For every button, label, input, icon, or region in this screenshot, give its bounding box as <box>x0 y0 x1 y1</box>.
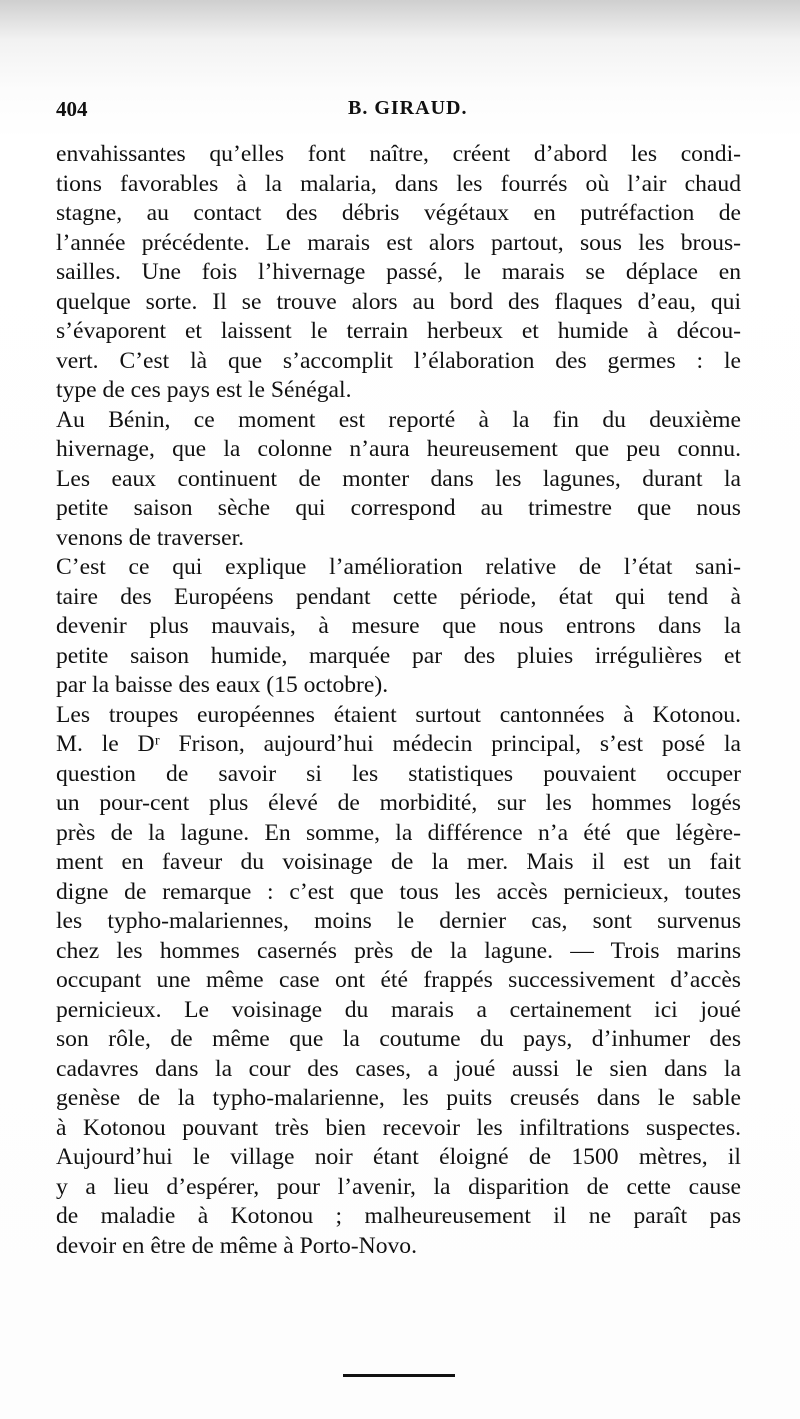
text-line: y a lieu d’espérer, pour l’avenir, la disparition de cette cause <box>56 1173 741 1200</box>
text-line: cadavres dans la cour des cases, a joué aussi le sien dans la <box>56 1055 741 1082</box>
text-line: Les troupes européennes étaient surtout cantonnées à Kotonou. <box>56 701 741 728</box>
text-line: type de ces pays est le Sénégal. <box>56 377 352 403</box>
text-line: devoir en être de même à Porto-Novo. <box>56 1232 417 1259</box>
text-line: pernicieux. Le voisinage du marais a certainement ici joué <box>56 996 741 1023</box>
page-number: 404 <box>56 97 88 121</box>
text-line: stagne, au contact des débris végétaux en putréfaction de <box>56 200 741 226</box>
text-line: petite saison humide, marquée par des pluies irrégulières et <box>56 642 741 669</box>
text-line: Au Bénin, ce moment est reporté à la fin du deuxième <box>56 406 741 433</box>
text-line: sailles. Une fois l’hivernage passé, le marais se déplace en <box>56 259 741 285</box>
text-line: M. le Dʳ Frison, aujourd’hui médecin principal, s’est posé la <box>56 731 741 757</box>
text-line: son rôle, de même que la coutume du pays, d’inhumer des <box>56 1026 741 1052</box>
text-line: question de savoir si les statistiques pouvaient occuper <box>56 760 741 787</box>
text-line: à Kotonou pouvant très bien recevoir les infiltrations suspectes. <box>56 1114 741 1141</box>
text-line: C’est ce qui explique l’amélioration relative de l’état sani- <box>56 554 741 580</box>
closing-rule <box>343 1374 455 1377</box>
text-line: par la baisse des eaux (15 octobre). <box>56 672 389 698</box>
text-line: vert. C’est là que s’accomplit l’élaboration des germes : le <box>56 347 741 374</box>
text-line: de maladie à Kotonou ; malheureusement il ne paraît pas <box>56 1203 741 1229</box>
text-line: l’année précédente. Le marais est alors partout, sous les brous- <box>56 229 741 256</box>
text-line: près de la lagune. En somme, la différence n’a été que légère- <box>56 819 741 846</box>
text-line: Les eaux continuent de monter dans les lagunes, durant la <box>56 465 741 492</box>
text-line: un pour-cent plus élevé de morbidité, sur les hommes logés <box>56 790 741 816</box>
text-line: ment en faveur du voisinage de la mer. Mais il est un fait <box>56 849 741 875</box>
text-line: devenir plus mauvais, à mesure que nous entrons dans la <box>56 613 741 639</box>
text-line: Aujourd’hui le village noir étant éloigné de 1500 mètres, il <box>56 1144 741 1170</box>
text-line: envahissantes qu’elles font naître, créent d’abord les condi- <box>56 141 741 167</box>
text-line: digne de remarque : c’est que tous les accès pernicieux, toutes <box>56 878 741 905</box>
text-line: genèse de la typho-malarienne, les puits creusés dans le sable <box>56 1085 741 1111</box>
text-line: les typho-malariennes, moins le dernier cas, sont survenus <box>56 908 741 934</box>
text-line: hivernage, que la colonne n’aura heureusement que peu connu. <box>56 436 741 462</box>
running-head: B. GIRAUD. <box>348 97 468 119</box>
text-line: petite saison sèche qui correspond au trimestre que nous <box>56 495 741 521</box>
text-line: taire des Européens pendant cette période, état qui tend à <box>56 583 741 610</box>
text-line: s’évaporent et laissent le terrain herbeux et humide à décou- <box>56 318 741 344</box>
text-line: tions favorables à la malaria, dans les fourrés où l’air chaud <box>56 170 741 197</box>
text-line: occupant une même case ont été frappés successivement d’accès <box>56 967 741 993</box>
text-line: chez les hommes casernés près de la lagune. — Trois marins <box>56 937 741 964</box>
text-line: venons de traverser. <box>56 524 245 551</box>
body-text <box>56 140 741 1261</box>
text-line: quelque sorte. Il se trouve alors au bord des flaques d’eau, qui <box>56 288 741 315</box>
page-header <box>56 97 741 127</box>
